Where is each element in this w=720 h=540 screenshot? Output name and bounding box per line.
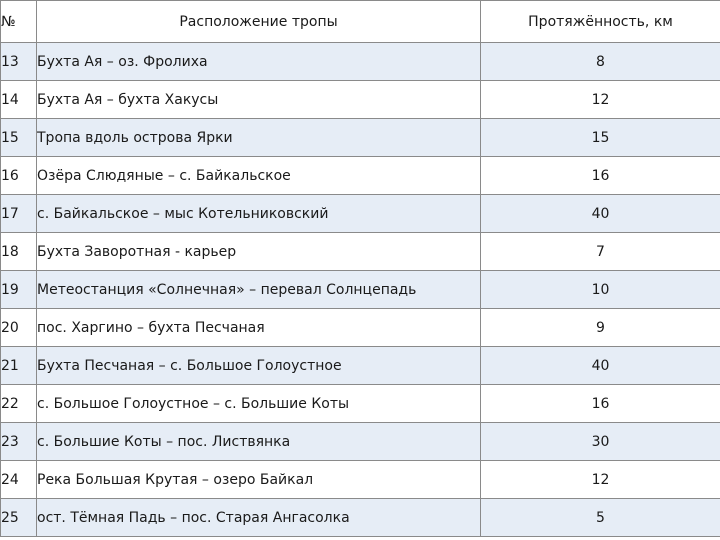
row-length: 16: [481, 385, 720, 423]
row-location: ост. Тёмная Падь – пос. Старая Ангасолка: [37, 499, 481, 537]
table-body: [1, 43, 720, 537]
row-location: Бухта Ая – бухта Хакусы: [37, 81, 481, 119]
table-header: [1, 1, 720, 43]
row-location: с. Байкальское – мыс Котельниковский: [37, 195, 481, 233]
row-location: Озёра Слюдяные – с. Байкальское: [37, 157, 481, 195]
table-row: [1, 233, 720, 271]
row-number: 22: [1, 385, 37, 423]
table-row: [1, 309, 720, 347]
row-location: Бухта Заворотная - карьер: [37, 233, 481, 271]
table-row: [1, 461, 720, 499]
row-number: 19: [1, 271, 37, 309]
table-row: [1, 499, 720, 537]
row-location: пос. Харгино – бухта Песчаная: [37, 309, 481, 347]
row-length: 16: [481, 157, 720, 195]
row-number: 14: [1, 81, 37, 119]
table-row: [1, 423, 720, 461]
row-location: Метеостанция «Солнечная» – перевал Солнцепадь: [37, 271, 481, 309]
row-length: 40: [481, 347, 720, 385]
row-number: 20: [1, 309, 37, 347]
row-number: 17: [1, 195, 37, 233]
table-row: [1, 347, 720, 385]
table-row: [1, 195, 720, 233]
header-location: Расположение тропы: [37, 1, 481, 43]
row-location: Тропа вдоль острова Ярки: [37, 119, 481, 157]
row-number: 15: [1, 119, 37, 157]
row-location: Река Большая Крутая – озеро Байкал: [37, 461, 481, 499]
table-row: [1, 43, 720, 81]
row-length: 15: [481, 119, 720, 157]
row-number: 25: [1, 499, 37, 537]
header-row: [1, 1, 720, 43]
row-number: 24: [1, 461, 37, 499]
row-length: 9: [481, 309, 720, 347]
table-row: [1, 271, 720, 309]
row-length: 8: [481, 43, 720, 81]
row-length: 40: [481, 195, 720, 233]
row-length: 30: [481, 423, 720, 461]
row-length: 5: [481, 499, 720, 537]
header-number: №: [1, 1, 37, 43]
row-length: 7: [481, 233, 720, 271]
row-location: с. Большое Голоустное – с. Большие Коты: [37, 385, 481, 423]
table-row: [1, 81, 720, 119]
row-length: 12: [481, 81, 720, 119]
row-number: 13: [1, 43, 37, 81]
table-row: [1, 119, 720, 157]
row-length: 10: [481, 271, 720, 309]
row-number: 21: [1, 347, 37, 385]
row-length: 12: [481, 461, 720, 499]
header-length: Протяжённость, км: [481, 1, 720, 43]
row-location: с. Большие Коты – пос. Листвянка: [37, 423, 481, 461]
row-location: Бухта Песчаная – с. Большое Голоустное: [37, 347, 481, 385]
table-row: [1, 157, 720, 195]
row-number: 18: [1, 233, 37, 271]
row-location: Бухта Ая – оз. Фролиха: [37, 43, 481, 81]
table-row: [1, 385, 720, 423]
row-number: 23: [1, 423, 37, 461]
row-number: 16: [1, 157, 37, 195]
